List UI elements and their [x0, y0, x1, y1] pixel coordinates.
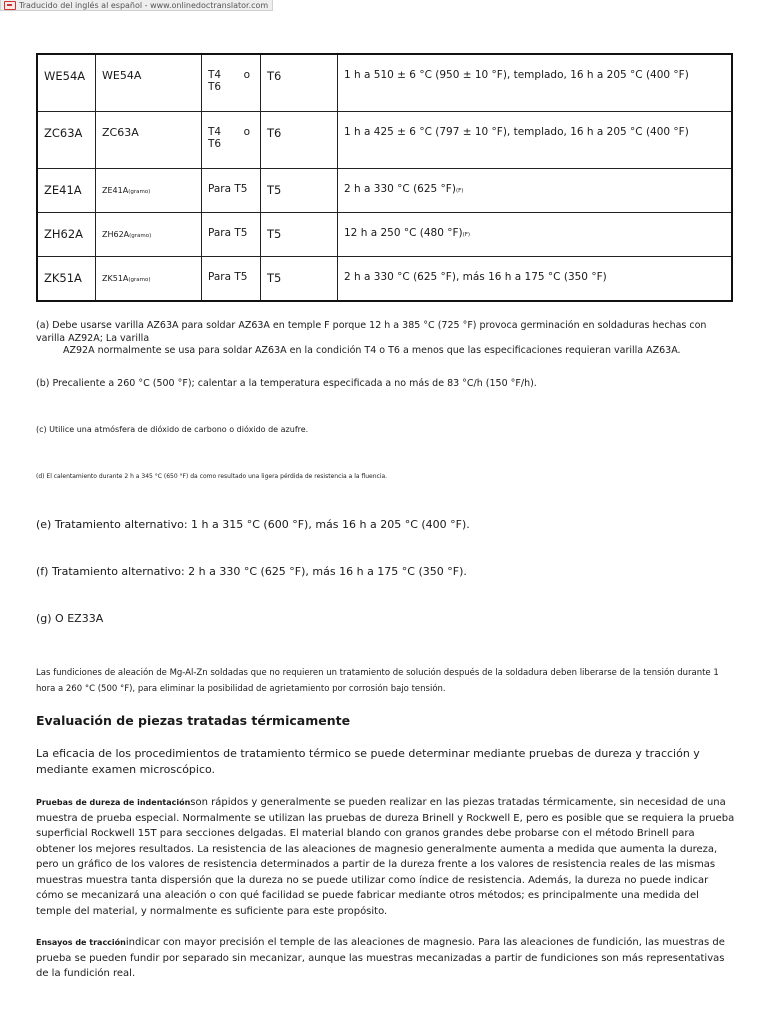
temper-b: T6 [208, 138, 222, 150]
hardness-paragraph [36, 795, 736, 919]
rod-note: (gramo) [129, 233, 152, 239]
alloy-cell: ZE41A [37, 169, 96, 213]
rod-cell [96, 54, 202, 112]
rod-name: ZH62A [102, 230, 130, 239]
final-temper-cell: T5 [261, 257, 338, 302]
temper-cell: Para T5 [202, 257, 261, 302]
section-heading: Evaluación de piezas tratadas térmicamente [36, 713, 351, 728]
rod-name: ZK51A [102, 274, 129, 283]
footnote-e: (e) Tratamiento alternativo: 1 h a 315 °C (600 °F), más 16 h a 205 °C (400 °F). [36, 518, 470, 531]
heat-treatment-table [36, 53, 733, 302]
intro-paragraph: La eficacia de los procedimientos de tratamiento térmico se puede determinar mediante pruebas de dureza y tracción y mediante examen microscópico. [36, 747, 700, 776]
table-row [37, 213, 732, 257]
treatment-cell [338, 213, 733, 257]
footnote-a-line1: (a) Debe usarse varilla AZ63A para soldar AZ63A en temple F porque 12 h a 385 °C (725 °F) provoca germinación en soldaduras hechas con varilla AZ92A; La varilla [36, 320, 707, 344]
treatment-cell [338, 257, 733, 302]
temper-cell: Para T5 [202, 169, 261, 213]
table-row [37, 257, 732, 302]
temper-cell [202, 54, 261, 112]
final-temper-cell: T5 [261, 169, 338, 213]
treatment-text: 12 h a 250 °C (480 °F) [344, 227, 463, 239]
footnote-ref: (F) [455, 188, 464, 194]
translation-banner[interactable] [0, 0, 273, 11]
alloy-cell: ZH62A [37, 213, 96, 257]
treatment-text: 2 h a 330 °C (625 °F) [344, 183, 456, 195]
temper-cell: Para T5 [202, 213, 261, 257]
temper-or: o [243, 126, 250, 138]
footnote-c: (c) Utilice una atmósfera de dióxido de carbono o dióxido de azufre. [36, 425, 309, 434]
footnote-f: (f) Tratamiento alternativo: 2 h a 330 °C (625 °F), más 16 h a 175 °C (350 °F). [36, 565, 467, 578]
table-row [37, 54, 732, 112]
rod-note: (gramo) [128, 189, 151, 195]
final-temper-cell: T5 [261, 213, 338, 257]
temper-a: T4 [208, 69, 222, 81]
final-temper-cell: T6 [261, 112, 338, 169]
footnote-b: (b) Precaliente a 260 °C (500 °F); calentar a la temperatura especificada a no más de 83 °C/h (150 °F/h). [36, 378, 537, 389]
rod-name: WE54A [102, 69, 142, 82]
temper-a: T4 [208, 126, 222, 138]
temper-cell [202, 112, 261, 169]
rod-name: ZC63A [102, 126, 139, 139]
table-row [37, 169, 732, 213]
rod-note: (gramo) [128, 277, 151, 283]
footnote-ref: (F) [462, 232, 471, 238]
treatment-cell [338, 112, 733, 169]
treatment-text: 1 h a 425 ± 6 °C (797 ± 10 °F), templado, 16 h a 205 °C (400 °F) [344, 126, 689, 138]
hardness-lead: Pruebas de dureza de indentación [36, 798, 191, 807]
tensile-paragraph [36, 935, 736, 982]
table-row [37, 112, 732, 169]
treatment-text: 2 h a 330 °C (625 °F), más 16 h a 175 °C (350 °F) [344, 271, 607, 283]
translator-logo-icon [4, 1, 16, 10]
treatment-cell [338, 54, 733, 112]
footnote-d: (d) El calentamiento durante 2 h a 345 °C (650 °F) da como resultado una ligera pérdida de resistencia a la fluencia. [36, 473, 388, 480]
tensile-text: indicar con mayor precisión el temple de las aleaciones de magnesio. Para las aleaciones de fundición, las muestras de prueba se pueden fundir por separado sin mecanizar, aunque las muestras mecanizadas a partir de fundiciones son más representativas de la fundición real. [36, 937, 725, 979]
alloy-cell: ZC63A [37, 112, 96, 169]
rod-name: ZE41A [102, 186, 129, 195]
rod-cell [96, 169, 202, 213]
banner-text: Traducido del inglés al español - www.onlinedoctranslator.com [19, 0, 269, 10]
tensile-lead: Ensayos de tracción [36, 938, 126, 947]
final-temper-cell: T6 [261, 54, 338, 112]
hardness-text: son rápidos y generalmente se pueden realizar en las piezas tratadas térmicamente, sin necesidad de una muestra de prueba especial. Normalmente se utilizan las pruebas de dureza Brinell y Rockwell E, pero es posible que se requiera la prueba superficial Rockwell 15T para secciones delgadas. El material blando con granos grandes debe probarse con el método Brinell para obtener los mejores resultados. La resistencia de las aleaciones de magnesio generalmente aumenta a medida que aumenta la dureza, pero un gráfico de los valores de resistencia determinados a partir de la dureza frente a los valores de resistencia reales de las mismas muestras muestra tanta dispersión que la dureza no se puede utilizar como índice de resistencia. Además, la dureza no puede indicar cómo se mecanizará una aleación o con qué facilidad se puede fabricar mediante otros métodos; es principalmente una medida del temple del material, y normalmente es suficiente para este propósito. [36, 797, 735, 917]
rod-cell [96, 213, 202, 257]
stress-relief-paragraph: Las fundiciones de aleación de Mg-Al-Zn soldadas que no requieren un tratamiento de solución después de la soldadura deben liberarse de la tensión durante 1 hora a 260 °C (500 °F), para eliminar la posibilidad de agrietamiento por corrosión bajo tensión. [36, 668, 719, 694]
rod-cell [96, 257, 202, 302]
footnote-a-line2: AZ92A normalmente se usa para soldar AZ63A en la condición T4 o T6 a menos que las especificaciones requieran varilla AZ63A. [63, 345, 681, 356]
treatment-text: 1 h a 510 ± 6 °C (950 ± 10 °F), templado, 16 h a 205 °C (400 °F) [344, 69, 689, 81]
temper-or: o [243, 69, 250, 81]
footnote-g: (g) O EZ33A [36, 612, 104, 625]
rod-cell [96, 112, 202, 169]
alloy-cell: WE54A [37, 54, 96, 112]
alloy-cell: ZK51A [37, 257, 96, 302]
footnote-a [36, 320, 732, 358]
temper-b: T6 [208, 81, 222, 93]
treatment-cell [338, 169, 733, 213]
